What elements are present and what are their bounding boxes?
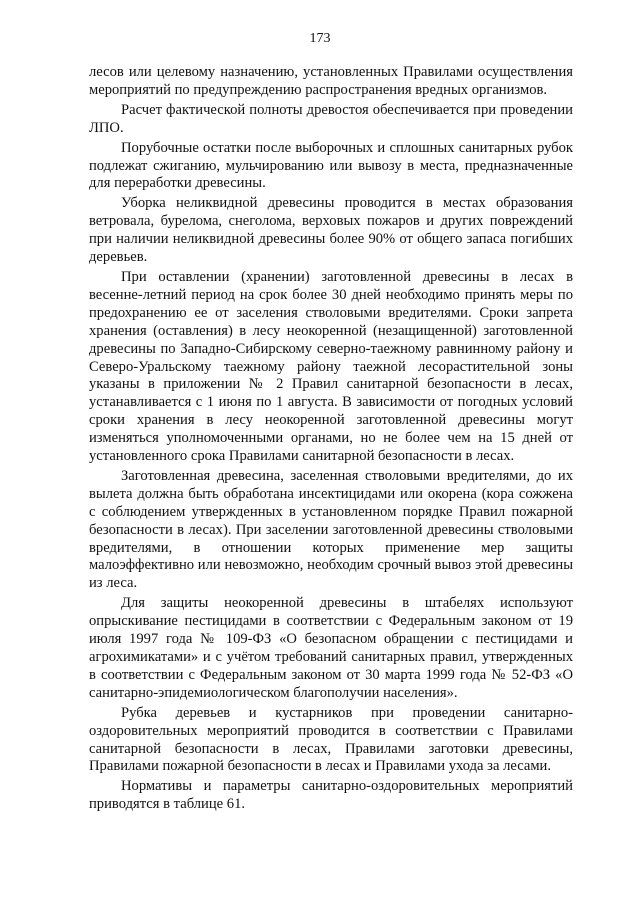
paragraph-illiquid-wood-cleanup: Уборка неликвидной древесины проводится в местах образования ветровала, бурелома, снеголома, верховых пожаров и других повреждений при наличии неликвидной древесины более 90% от общего запаса погибших деревьев. (89, 195, 573, 266)
paragraph-timber-storage: При оставлении (хранении) заготовленной древесины в лесах в весенне-летний период на срок более 30 дней необходимо принять меры по предохранению ее от заселения стволовыми вредителями. Сроки запрета хранения (оставления) в лесу неокоренной (незащищенной) заготовленной древесины по Западно-Сибирскому северно-таежному равнинному району и Северо-Уральскому таежному району таежной лесорастительной зоны указаны в приложении № 2 Правил санитарной безопасности в лесах, устанавливается с 1 июня по 1 августа. В зависимости от погодных условий сроки хранения в лесу неокоренной заготовленной древесины могут изменяться уполномоченными органами, но не более чем на 15 дней от установленного срока Правилами санитарной безопасности в лесах. (89, 268, 573, 465)
page-number: 173 (309, 31, 331, 46)
paragraph-sanitary-felling: Рубка деревьев и кустарников при проведении санитарно-оздоровительных мероприятий проводится в соответствии с Правилами санитарной безопасности в лесах, Правилами заготовки древесины, Правилами пожарной безопасности в лесах и Правилами ухода за лесами. (89, 704, 573, 775)
paragraph-logging-residues: Порубочные остатки после выборочных и сплошных санитарных рубок подлежат сжиганию, мульчированию или вывозу в места, предназначенные для переработки древесины. (89, 139, 573, 192)
paragraph-norms-reference: Нормативы и параметры санитарно-оздоровительных мероприятий приводятся в таблице 61. (89, 778, 573, 813)
paragraph-infested-timber: Заготовленная древесина, заселенная стволовыми вредителями, до их вылета должна быть обработана инсектицидами или окорена (кора сожжена с соблюдением утвержденных в установленном порядке Правил пожарной безопасности в лесах). При заселении заготовленной древесины стволовыми вредителями, в отношении которых применение мер защиты малоэффективно или невозможно, необходим срочный вывоз этой древесины из леса. (89, 467, 573, 592)
paragraph-stand-density: Расчет фактической полноты древостоя обеспечивается при проведении ЛПО. (89, 101, 573, 136)
paragraph-continuation: лесов или целевому назначению, установленных Правилами осуществления мероприятий по предупреждению распространения вредных организмов. (89, 64, 573, 98)
document-body (89, 64, 573, 816)
paragraph-pesticide-protection: Для защиты неокоренной древесины в штабелях используют опрыскивание пестицидами в соответствии с Федеральным законом от 19 июля 1997 года № 109-ФЗ «О безопасном обращении с пестицидами и агрохимикатами» и с учётом требований санитарных правил, утвержденных в соответствии с Федеральным законом от 30 марта 1999 года № 52-ФЗ «О санитарно-эпидемиологическом благополучии населения». (89, 595, 573, 701)
